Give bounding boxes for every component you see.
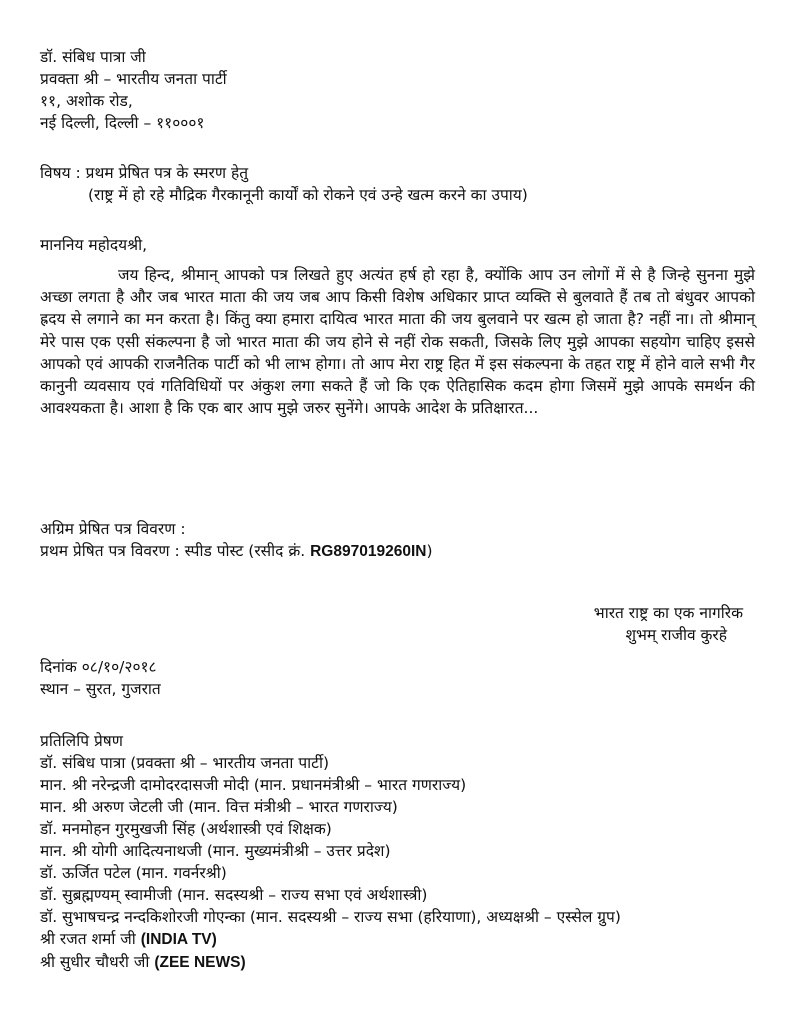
recipient-street: ११, अशोक रोड, — [40, 92, 133, 110]
copy-recipient: डॉ. सुब्रह्मण्यम् स्वामीजी (मान. सदस्यश्री – राज्य सभा एवं अर्थशास्त्री) — [40, 886, 428, 904]
date-place — [40, 656, 751, 700]
signature-name: शुभम् राजीव कुरहे — [625, 626, 727, 644]
recipient-designation: प्रवक्ता श्री – भारतीय जनता पार्टी — [40, 70, 227, 88]
first-dispatch-line — [40, 540, 751, 563]
dispatch-heading: अग्रिम प्रेषित पत्र विवरण : — [40, 520, 186, 538]
letter-body — [40, 264, 755, 419]
body-paragraph: जय हिन्द, श्रीमान् आपको पत्र लिखते हुए अत्यंत हर्ष हो रहा है, क्योंकि आप उन लोगों में से है जिन्हे सुनना मुझे अच्छा लगता है और जब भारत माता की जय जब आप किसी विशेष अधिकार प्राप्त व्यक्ति से बुलवाते हैं तब तो बंधुवर आपको ह्रदय से लगाने का मन करता है। किंतु क्या हमारा दायित्व भारत माता की जय बुलवाने पर खत्म हो जाता है? नहीं ना। तो श्रीमान् मेरे पास एक एसी संकल्पना है जो भारत माता की जय होने से नहीं रोक सकती, जिसके लिए मुझे आपका सहयोग चाहिए इससे आपको एवं आपकी राजनैतिक पार्टी को भी लाभ होगा। तो आप मेरा राष्ट्र हित में इस संकल्पना के तहत राष्ट्र में होने वाले सभी गैर कानुनी व्यवसाय एवं गतिविधियों पर अंकुश लगा सकते हैं जो कि एक ऐतिहासिक कदम होगा जिसमें मुझे आपके समर्थन की आवश्यकता है। आशा है कि एक बार आप मुझे जरुर सुनेंगे। आपके आदेश के प्रतिक्षारत... — [40, 266, 755, 418]
letter-date: दिनांक ०८/१०/२०१८ — [40, 658, 157, 676]
media-person-name: श्री सुधीर चौधरी जी — [40, 953, 150, 971]
media-person-name: श्री रजत शर्मा जी — [40, 930, 136, 948]
copy-recipient: डॉ. सुभाषचन्द्र नन्दकिशोरजी गोएन्का (मान. सदस्यश्री – राज्य सभा (हरियाणा), अध्यक्षश्री – एस्सेल ग्रुप) — [40, 908, 621, 926]
salutation: माननिय महोदयश्री, — [40, 236, 148, 254]
subject-detail: (राष्ट्र में हो रहे मौद्रिक गैरकानूनी कार्यों को रोकने एवं उन्हे खत्म करने का उपाय) — [88, 186, 528, 204]
copy-recipient: मान. श्री नरेन्द्रजी दामोदरदासजी मोदी (मान. प्रधानमंत्रीश्री – भारत गणराज्य) — [40, 776, 467, 794]
subject-block — [40, 162, 751, 206]
recipient-address — [40, 46, 751, 134]
copy-list-heading: प्रतिलिपि प्रेषण — [40, 732, 123, 750]
recipient-city: नई दिल्ली, दिल्ली – ११०००१ — [40, 114, 205, 132]
copy-recipient: डॉ. ऊर्जित पटेल (मान. गवर्नरश्री) — [40, 864, 227, 882]
subject-line: विषय : प्रथम प्रेषित पत्र के स्मरण हेतु — [40, 164, 249, 182]
signature-block — [594, 602, 743, 646]
copy-list — [40, 730, 751, 974]
copy-recipient: डॉ. संबिध पात्रा (प्रवक्ता श्री – भारतीय जनता पार्टी) — [40, 754, 330, 772]
media-channel: (INDIA TV) — [140, 931, 217, 948]
copy-recipient: मान. श्री योगी आदित्यनाथजी (मान. मुख्यमंत्रीश्री – उत्तर प्रदेश) — [40, 842, 391, 860]
dispatch-details — [40, 518, 751, 563]
copy-recipient: मान. श्री अरुण जेटली जी (मान. वित्त मंत्रीश्री – भारत गणराज्य) — [40, 798, 398, 816]
copy-recipient: डॉ. मनमोहन गुरमुखजी सिंह (अर्थशास्त्री एवं शिक्षक) — [40, 820, 332, 838]
letter-place: स्थान – सुरत, गुजरात — [40, 680, 161, 698]
signature-title: भारत राष्ट्र का एक नागरिक — [593, 604, 743, 622]
receipt-number: RG897019260IN — [310, 543, 427, 560]
recipient-name: डॉ. संबिध पात्रा जी — [40, 48, 146, 66]
first-dispatch-label: प्रथम प्रेषित पत्र विवरण : स्पीड पोस्ट (रसीद क्रं. — [40, 542, 306, 560]
first-dispatch-close: ) — [426, 542, 433, 560]
copy-recipient-media — [40, 951, 751, 974]
copy-recipient-media — [40, 928, 751, 951]
media-channel: (ZEE NEWS) — [154, 954, 246, 971]
